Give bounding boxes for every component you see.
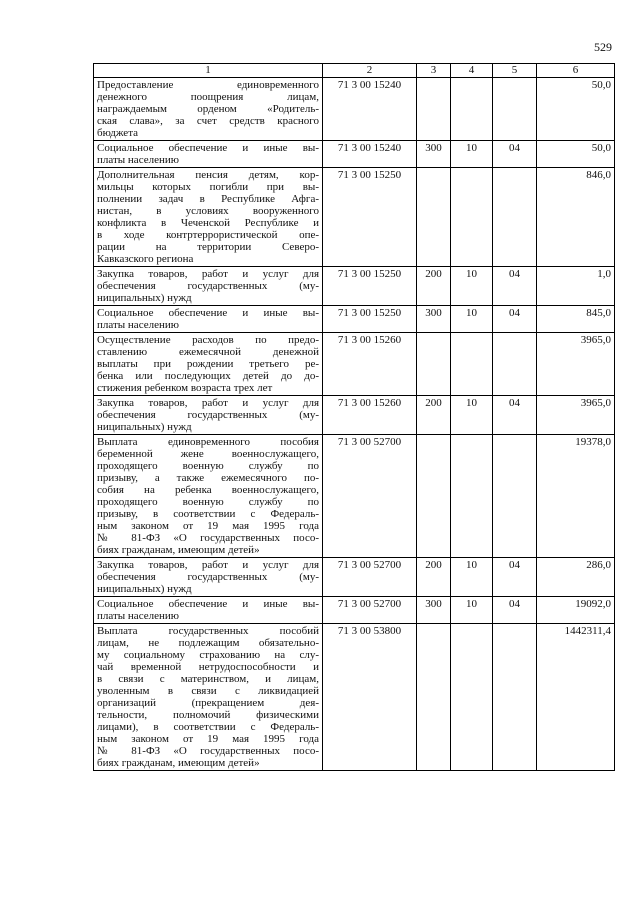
row-expense-type: 200 [417,558,451,597]
row-subsection [493,78,537,141]
description-line: № 81-ФЗ «О государственных посо- [97,532,319,544]
column-header-2: 2 [323,64,417,78]
description-line: платы населению [97,319,179,331]
row-code: 71 3 00 52700 [323,558,417,597]
description-line: полнении задач в Республике Афга- [97,193,319,205]
row-amount: 845,0 [537,306,615,333]
row-section: 10 [451,141,493,168]
row-expense-type: 200 [417,396,451,435]
row-amount: 50,0 [537,78,615,141]
row-section: 10 [451,267,493,306]
table-row [94,558,615,597]
row-section: 10 [451,396,493,435]
row-subsection: 04 [493,267,537,306]
row-code: 71 3 00 15240 [323,78,417,141]
row-code: 71 3 00 15250 [323,168,417,267]
description-line: Социальное обеспечение и иные вы- [97,142,319,154]
description-line: обеспечения государственных (му- [97,280,319,292]
description-line: Кавказского региона [97,253,194,265]
row-code: 71 3 00 15250 [323,267,417,306]
row-description [94,435,323,558]
row-subsection: 04 [493,306,537,333]
row-section [451,624,493,771]
description-line: в ходе контртеррористической опе- [97,229,319,241]
description-line: ным законом от 19 мая 1995 года [97,733,319,745]
description-line: му социальному страхованию на слу- [97,649,319,661]
description-line: Социальное обеспечение и иные вы- [97,598,319,610]
description-line: ниципальных) нужд [97,583,192,595]
row-section: 10 [451,597,493,624]
row-expense-type [417,333,451,396]
description-line: ниципальных) нужд [97,421,192,433]
description-line: собия на ребенка военнослужащего, [97,484,319,496]
row-section: 10 [451,558,493,597]
description-line: Дополнительная пенсия детям, кор- [97,169,319,181]
row-expense-type: 200 [417,267,451,306]
row-description [94,597,323,624]
description-line: Выплата государственных пособий [97,625,319,637]
row-description [94,141,323,168]
row-amount: 19092,0 [537,597,615,624]
description-line: Закупка товаров, работ и услуг для [97,268,319,280]
row-code: 71 3 00 15260 [323,396,417,435]
row-expense-type [417,78,451,141]
description-line: проходящего военную службу по [97,460,319,472]
row-subsection [493,435,537,558]
row-subsection [493,168,537,267]
description-line: Закупка товаров, работ и услуг для [97,397,319,409]
row-subsection: 04 [493,396,537,435]
description-line: биях гражданам, имеющим детей» [97,544,260,556]
row-expense-type: 300 [417,306,451,333]
row-amount: 286,0 [537,558,615,597]
row-amount: 1442311,4 [537,624,615,771]
row-expense-type: 300 [417,597,451,624]
row-amount: 19378,0 [537,435,615,558]
description-line: Предоставление единовременного [97,79,319,91]
row-expense-type: 300 [417,141,451,168]
description-line: мильцы которых погибли при вы- [97,181,319,193]
table-row [94,141,615,168]
row-amount: 846,0 [537,168,615,267]
description-line: выплаты при рождении третьего ре- [97,358,319,370]
row-code: 71 3 00 15260 [323,333,417,396]
description-line: денежного поощрения лицам, [97,91,319,103]
description-line: ставлению ежемесячной денежной [97,346,319,358]
description-line: № 81-ФЗ «О государственных посо- [97,745,319,757]
description-line: Социальное обеспечение и иные вы- [97,307,319,319]
description-line: обеспечения государственных (му- [97,409,319,421]
row-subsection: 04 [493,597,537,624]
row-code: 71 3 00 15240 [323,141,417,168]
row-description [94,396,323,435]
table-row [94,168,615,267]
row-subsection [493,624,537,771]
row-code: 71 3 00 53800 [323,624,417,771]
description-line: рации на территории Северо- [97,241,319,253]
table-row [94,624,615,771]
description-line: обеспечения государственных (му- [97,571,319,583]
row-amount: 3965,0 [537,396,615,435]
description-line: ным законом от 19 мая 1995 года [97,520,319,532]
row-section [451,333,493,396]
table-row [94,396,615,435]
row-expense-type [417,168,451,267]
description-line: уволенным в связи с ликвидацией [97,685,319,697]
column-header-5: 5 [493,64,537,78]
row-section [451,168,493,267]
description-line: платы населению [97,154,179,166]
table-row [94,267,615,306]
description-line: проходящего военную службу по [97,496,319,508]
row-code: 71 3 00 15250 [323,306,417,333]
description-line: бюджета [97,127,139,139]
table-row [94,78,615,141]
column-header-3: 3 [417,64,451,78]
row-expense-type [417,435,451,558]
row-section [451,78,493,141]
description-line: тельности, полномочий физическими [97,709,319,721]
description-line: награждаемым орденом «Родитель- [97,103,319,115]
row-description [94,558,323,597]
description-line: бенка или последующих детей до до- [97,370,319,382]
description-line: конфликта в Чеченской Республике и [97,217,319,229]
row-amount: 50,0 [537,141,615,168]
row-subsection: 04 [493,558,537,597]
page-number: 529 [594,40,612,54]
row-expense-type [417,624,451,771]
row-code: 71 3 00 52700 [323,597,417,624]
description-line: призыву, а также ежемесячного по- [97,472,319,484]
table-header-row [94,64,615,78]
description-line: организаций (прекращением дея- [97,697,319,709]
row-section: 10 [451,306,493,333]
row-amount: 3965,0 [537,333,615,396]
description-line: беременной жене военнослужащего, [97,448,319,460]
description-line: призыву, в соответствии с Федераль- [97,508,319,520]
column-header-4: 4 [451,64,493,78]
row-description [94,306,323,333]
description-line: биях гражданам, имеющим детей» [97,757,260,769]
description-line: чай временной нетрудоспособности и [97,661,319,673]
column-header-6: 6 [537,64,615,78]
budget-table [93,63,615,771]
row-description [94,624,323,771]
table-row [94,435,615,558]
row-description [94,78,323,141]
row-description [94,168,323,267]
row-description [94,267,323,306]
description-line: нистан, в условиях вооруженного [97,205,319,217]
table-row [94,597,615,624]
row-code: 71 3 00 52700 [323,435,417,558]
description-line: стижения ребенком возраста трех лет [97,382,273,394]
table-row [94,306,615,333]
row-amount: 1,0 [537,267,615,306]
description-line: лицами), в соответствии с Федераль- [97,721,319,733]
description-line: ниципальных) нужд [97,292,192,304]
description-line: Осуществление расходов по предо- [97,334,319,346]
row-subsection [493,333,537,396]
description-line: Выплата единовременного пособия [97,436,319,448]
description-line: Закупка товаров, работ и услуг для [97,559,319,571]
table-row [94,333,615,396]
description-line: платы населению [97,610,179,622]
row-section [451,435,493,558]
description-line: в связи с материнством, и лицам, [97,673,319,685]
column-header-1: 1 [94,64,323,78]
row-subsection: 04 [493,141,537,168]
description-line: ская слава», за счет средств красного [97,115,319,127]
row-description [94,333,323,396]
description-line: лицам, не подлежащим обязательно- [97,637,319,649]
